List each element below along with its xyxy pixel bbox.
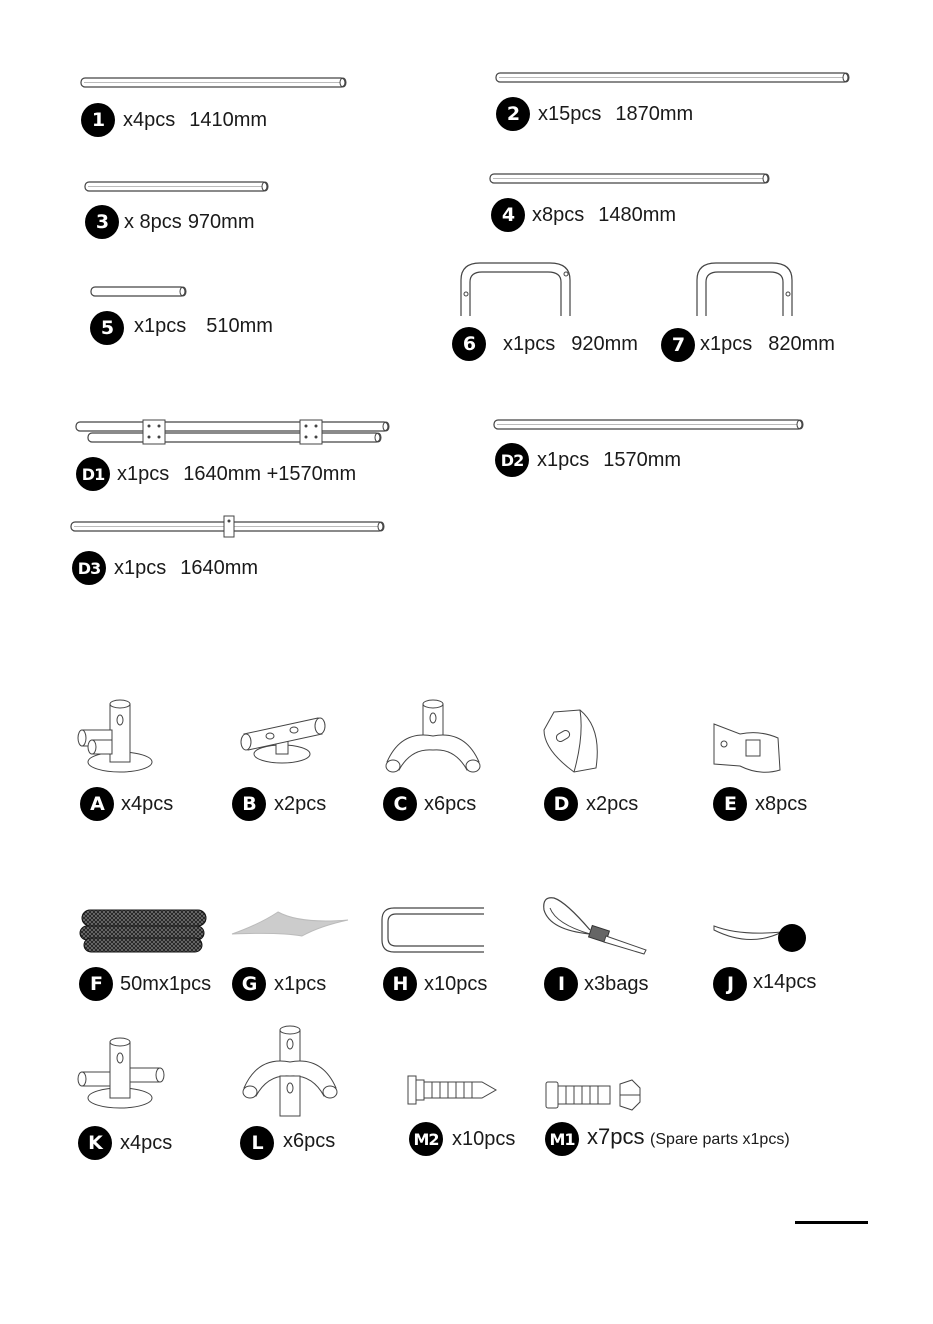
part-badge-5: 5 <box>90 311 124 345</box>
part-label-d1 <box>117 463 356 486</box>
fitting-g-drawing <box>230 910 350 940</box>
qty-text: x2pcs <box>586 793 639 815</box>
part-badge-d2: D2 <box>495 443 529 477</box>
qty-text: x6pcs <box>283 1130 336 1152</box>
page-footer-rule <box>795 1221 868 1224</box>
size-text: 920mm <box>571 333 638 355</box>
size-text: 1410mm <box>189 109 268 131</box>
fitting-f-drawing <box>78 906 210 956</box>
part-label-7 <box>700 333 835 356</box>
part-badge-3: 3 <box>85 205 119 239</box>
spare-parts-note: (Spare parts x1pcs) <box>650 1131 790 1148</box>
part-badge-b: B <box>232 787 266 821</box>
part-badge-1: 1 <box>81 103 115 137</box>
part-badge-l: L <box>240 1126 274 1160</box>
tube-5-drawing <box>90 285 190 299</box>
tube-3-drawing <box>84 180 274 194</box>
fitting-j-drawing <box>710 918 810 960</box>
part-badge-6: 6 <box>452 327 486 361</box>
qty-text: x8pcs <box>755 793 808 815</box>
part-label-m1 <box>587 1124 790 1150</box>
fitting-i-drawing <box>540 894 650 956</box>
fitting-a-drawing <box>78 700 158 778</box>
part-badge-2: 2 <box>496 97 530 131</box>
qty-text: x1pcs <box>274 973 327 995</box>
qty-text: 50mx1pcs <box>120 973 212 995</box>
part-label-m2 <box>452 1128 515 1151</box>
tube-7-drawing <box>694 258 799 318</box>
part-label-k <box>120 1132 172 1155</box>
qty-text: x1pcs <box>134 315 187 337</box>
fitting-d-drawing <box>540 706 610 776</box>
tube-d1-drawing <box>75 420 395 446</box>
part-badge-a: A <box>80 787 114 821</box>
size-text: 1640mm +1570mm <box>183 463 357 485</box>
tube-d2-drawing <box>493 418 808 432</box>
qty-text: x1pcs <box>503 333 556 355</box>
tube-4-drawing <box>489 172 774 186</box>
part-badge-7: 7 <box>661 328 695 362</box>
fitting-e-drawing <box>710 720 785 776</box>
part-badge-i: I <box>544 967 578 1001</box>
qty-text: x15pcs <box>538 103 602 125</box>
part-badge-d: D <box>544 787 578 821</box>
tube-2-drawing <box>495 71 855 85</box>
qty-text: x2pcs <box>274 793 327 815</box>
part-label-i <box>584 973 649 996</box>
part-label-3 <box>124 211 255 234</box>
qty-text: x4pcs <box>120 1132 173 1154</box>
part-badge-e: E <box>713 787 747 821</box>
qty-text: x1pcs <box>700 333 753 355</box>
part-label-d2 <box>537 449 681 472</box>
qty-text: x1pcs <box>537 449 590 471</box>
part-badge-d3: D3 <box>72 551 106 585</box>
size-text: 1480mm <box>598 204 677 226</box>
qty-text: x4pcs <box>123 109 176 131</box>
size-text: 1570mm <box>603 449 682 471</box>
part-label-l <box>283 1130 335 1153</box>
part-label-6 <box>503 333 638 356</box>
fitting-l-drawing <box>238 1026 342 1122</box>
part-badge-h: H <box>383 967 417 1001</box>
part-label-2 <box>538 103 693 126</box>
part-label-c <box>424 793 476 816</box>
part-badge-4: 4 <box>491 198 525 232</box>
part-badge-j: J <box>713 967 747 1001</box>
qty-text: x8pcs <box>532 204 585 226</box>
fitting-b-drawing <box>238 712 328 768</box>
part-badge-d1: D1 <box>76 457 110 491</box>
size-text: 1640mm <box>180 557 259 579</box>
qty-text: x10pcs <box>424 973 488 995</box>
qty-text: x 8pcs <box>124 211 182 233</box>
qty-text: x1pcs <box>114 557 167 579</box>
qty-text: x7pcs <box>587 1124 645 1149</box>
part-badge-f: F <box>79 967 113 1001</box>
qty-text: x6pcs <box>424 793 477 815</box>
part-label-d <box>586 793 638 816</box>
fitting-k-drawing <box>76 1038 168 1112</box>
fitting-c-drawing <box>381 700 491 780</box>
part-label-a <box>121 793 173 816</box>
qty-text: x1pcs <box>117 463 170 485</box>
qty-text: x14pcs <box>753 971 817 993</box>
part-label-g <box>274 973 326 996</box>
part-label-1 <box>123 109 267 132</box>
part-badge-m1: M1 <box>545 1122 579 1156</box>
tube-6-drawing <box>458 258 578 318</box>
part-label-f <box>120 973 211 996</box>
part-label-j <box>753 971 816 994</box>
size-text: 820mm <box>768 333 835 355</box>
size-text: 510mm <box>206 315 273 337</box>
part-label-h <box>424 973 487 996</box>
tube-1-drawing <box>80 76 350 90</box>
fitting-h-drawing <box>380 904 488 956</box>
part-badge-c: C <box>383 787 417 821</box>
tube-d3-drawing <box>70 516 390 538</box>
qty-text: x4pcs <box>121 793 174 815</box>
qty-text: x10pcs <box>452 1128 516 1150</box>
part-label-5 <box>134 315 273 338</box>
part-badge-m2: M2 <box>409 1122 443 1156</box>
part-label-e <box>755 793 807 816</box>
size-text: 1870mm <box>615 103 694 125</box>
fitting-m1-drawing <box>544 1078 644 1112</box>
part-badge-g: G <box>232 967 266 1001</box>
part-badge-k: K <box>78 1126 112 1160</box>
qty-text: x3bags <box>584 973 649 995</box>
part-label-b <box>274 793 326 816</box>
fitting-m2-drawing <box>406 1072 498 1108</box>
size-text: 970mm <box>187 211 255 233</box>
part-label-4 <box>532 204 676 227</box>
part-label-d3 <box>114 557 258 580</box>
